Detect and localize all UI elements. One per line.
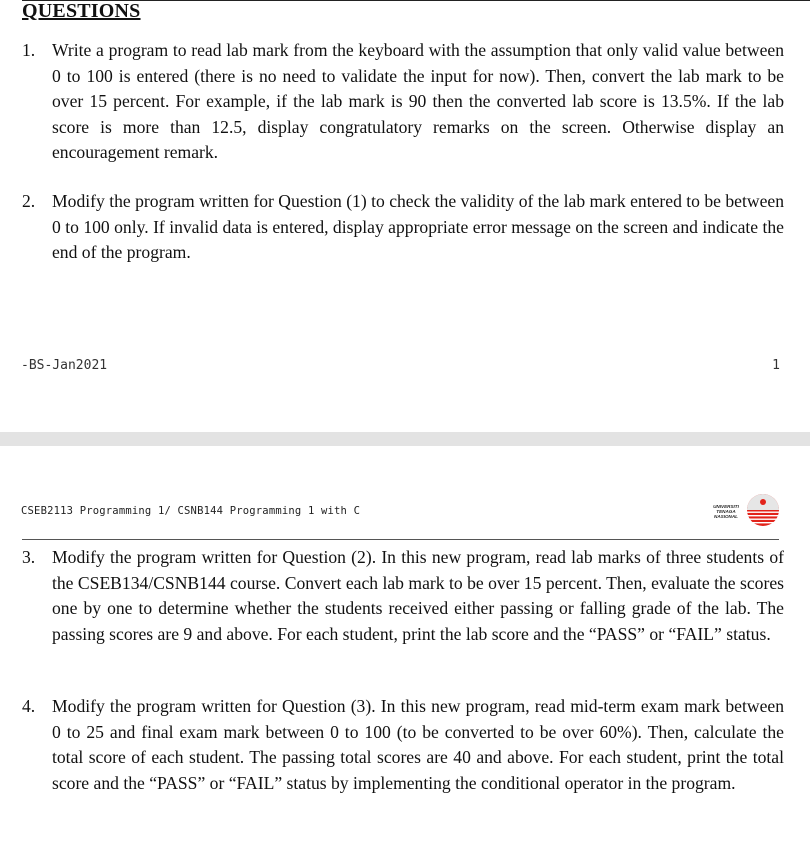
logo-text-line-1: UNIVERSITI [713, 504, 739, 509]
question-text: Modify the program written for Question (2). In this new program, read lab marks of three students of the CSEB134/CSNB144 course. Convert each lab mark to be over 15 percent. Then, evaluate the scores one by one to determine whether the students received either passing or falling grade of the lab. The passing scores are 9 and above. For each student, print the lab score and the “PASS” or “FAIL” status. [52, 547, 784, 644]
logo-text-line-2: TENAGA [716, 509, 736, 514]
question-1 [22, 38, 784, 166]
logo-text-line-3: NASIONAL [714, 514, 738, 519]
question-number: 1. [22, 40, 36, 60]
question-3 [22, 545, 784, 673]
question-number: 4. [22, 696, 36, 716]
logo-globe [747, 494, 779, 526]
questions-heading: QUESTIONS [22, 0, 141, 22]
header-rule [22, 539, 779, 540]
question-number: 3. [22, 547, 36, 567]
question-text: Write a program to read lab mark from the keyboard with the assumption that only valid value between 0 to 100 is entered (there is no need to validate the input for now). Then, convert the lab mark to be over 15 percent. For example, if the lab mark is 90 then the converted lab score is 13.5%. If the lab score is more than 12.5, display congratulatory remarks on the screen. Otherwise display an encouragement remark. [52, 40, 784, 162]
page-separator [0, 432, 810, 446]
footer-author-date: -BS-Jan2021 [21, 358, 108, 373]
course-header: CSEB2113 Programming 1/ CSNB144 Programming 1 with C [21, 505, 361, 517]
uniten-logo [700, 492, 782, 528]
question-4 [22, 694, 784, 822]
page-number: 1 [772, 358, 780, 373]
question-number: 2. [22, 191, 36, 211]
question-text: Modify the program written for Question (3). In this new program, read mid-term exam mark between 0 to 25 and final exam mark between 0 to 100 (to be converted to be over 60%). Then, calculate the total score of each student. The passing total scores are 40 and above. For each student, print the total score and the “PASS” or “FAIL” status by implementing the conditional operator in the program. [52, 696, 784, 793]
question-text: Modify the program written for Question (1) to check the validity of the lab mark entered to be between 0 to 100 only. If invalid data is entered, display appropriate error message on the screen and indicate the end of the program. [52, 191, 784, 262]
question-2 [22, 189, 784, 267]
